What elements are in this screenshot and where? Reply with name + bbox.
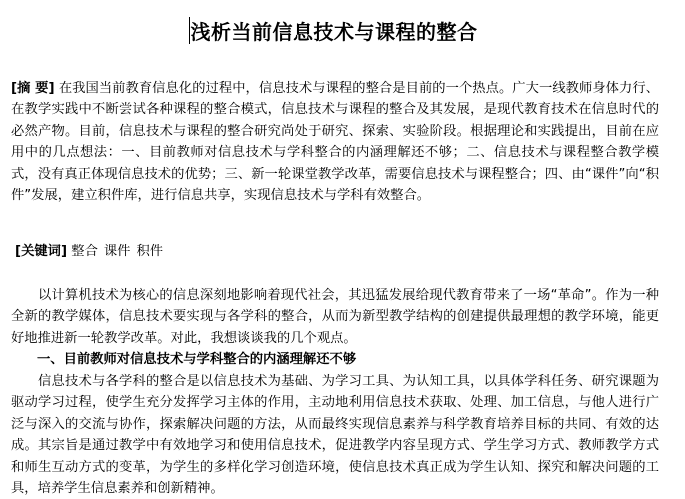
keyword-item: 整合 <box>71 244 98 259</box>
text-cursor <box>189 17 190 44</box>
section-heading[interactable]: 一、目前教师对信息技术与学科整合的内涵理解还不够 <box>37 352 357 367</box>
abstract-text: 在我国当前教育信息化的过程中，信息技术与课程的整合是目前的一个热点。广大一线教师身体力行、在教学实践中不断尝试各种课程的整合模式，信息技术与课程的整合及其发展，是现代教育技术在信息时代的必然产物。目前，信息技术与课程的整合研究尚处于研究、探索、实验阶段。根据理论和实践提出，目前在应用中的几点想法：一、目前教师对信息技术与学科整合的内涵理解还不够；二、信息技术与课程整合教学模式，没有真正体现信息技术的优势；三、新一轮课堂教学改革，需要信息技术与课程整合；四、由“课件”向“积件”发展，建立积件库，进行信息共享，实现信息技术与学科有效整合。 <box>11 81 659 204</box>
abstract-label: [摘 要] <box>11 81 55 96</box>
keyword-item: 课件 <box>103 244 131 259</box>
document-title[interactable]: 浅析当前信息技术与课程的整合 <box>190 20 478 44</box>
keywords-label: [关键词] <box>15 244 68 259</box>
section-body-paragraph[interactable]: 信息技术与各学科的整合是以信息技术为基础、为学习工具、为认知工具，以具体学科任务、研究课题为驱动学习过程，使学生充分发挥学习主体的作用，主动地利用信息技术获取、处理、加工信息，与他人进行广泛与深入的交流与协作，探索解决问题的方法，从而最终实现信息素养与科学教育培养目标的共同、有效的达成。其宗旨是通过教学中有效地学习和使用信息技术，促进教学内容呈现方式、学生学习方式、教师教学方式和师生互动方式的变革，为学生的多样化学习创造环境，使信息技术真正成为学生认知、探究和解决问题的工具，培养学生信息素养和创新精神。 <box>11 374 659 497</box>
keywords-line[interactable] <box>15 241 663 262</box>
keyword-item: 积件 <box>136 244 164 259</box>
title-area <box>0 16 666 45</box>
abstract-paragraph[interactable] <box>11 78 659 206</box>
intro-paragraph[interactable]: 以计算机技术为核心的信息深刻地影响着现代社会，其迅猛发展给现代教育带来了一场“革命”。作为一种全新的教学媒体，信息技术要实现与各学科的整合，从而为新型教学结构的创建提供最理想的教学环境，能更好地推进新一轮教学改革。对此，我想谈谈我的几个观点。 <box>11 288 659 346</box>
